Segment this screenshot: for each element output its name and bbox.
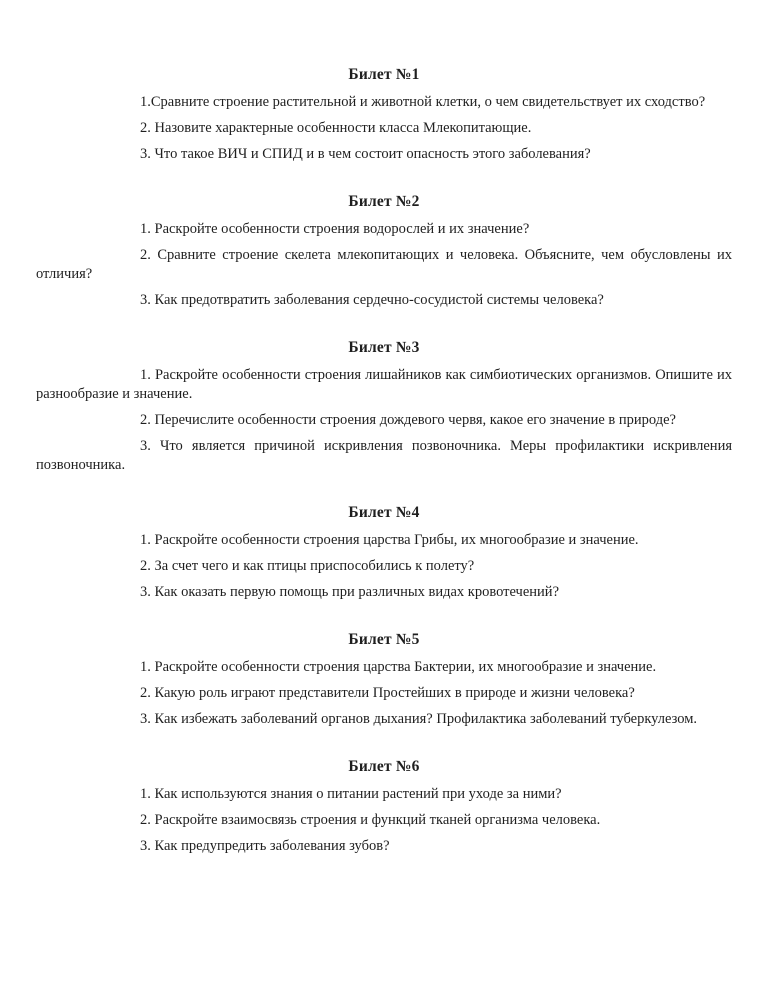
question-paragraph: 2. За счет чего и как птицы приспособились к полету? xyxy=(140,558,475,574)
question-paragraph: 3. Как предотвратить заболевания сердечно-сосудистой системы человека? xyxy=(140,292,604,308)
question-paragraph: 2. Раскройте взаимосвязь строения и функций тканей организма человека. xyxy=(140,812,601,828)
ticket-section-5 xyxy=(36,629,732,729)
question-paragraph: 3. Как избежать заболеваний органов дыхания? Профилактика заболеваний туберкулезом. xyxy=(140,711,698,727)
ticket-title: Билет №2 xyxy=(348,193,420,210)
question-paragraph: 1. Раскройте особенности строения царства Грибы, их многообразие и значение. xyxy=(140,532,639,548)
question-paragraph: 1. Как используются знания о питании растений при уходе за ними? xyxy=(140,786,562,802)
question-paragraph: 1. Раскройте особенности строения царства Бактерии, их многообразие и значение. xyxy=(140,659,657,675)
question-paragraph: 3. Как предупредить заболевания зубов? xyxy=(140,838,390,854)
ticket-title: Билет №1 xyxy=(348,66,420,83)
ticket-section-2 xyxy=(36,191,732,310)
ticket-section-1 xyxy=(36,64,732,164)
ticket-section-4 xyxy=(36,502,732,602)
question-paragraph: 3. Что является причиной искривления позвоночника. Меры профилактики искривления позвоночника. xyxy=(36,438,732,473)
question-paragraph: 2. Сравните строение скелета млекопитающих и человека. Объясните, чем обусловлены их отличия? xyxy=(36,247,732,282)
question-paragraph: 1. Раскройте особенности строения водорослей и их значение? xyxy=(140,221,530,237)
question-paragraph: 3. Как оказать первую помощь при различных видах кровотечений? xyxy=(140,584,559,600)
question-paragraph: 2. Какую роль играют представители Простейших в природе и жизни человека? xyxy=(140,685,635,701)
question-paragraph: 3. Что такое ВИЧ и СПИД и в чем состоит опасность этого заболевания? xyxy=(140,146,591,162)
ticket-section-6 xyxy=(36,756,732,856)
question-paragraph: 1.Сравните строение растительной и животной клетки, о чем свидетельствует их сходство? xyxy=(140,94,706,110)
ticket-title: Билет №5 xyxy=(348,631,420,648)
question-paragraph: 2. Перечислите особенности строения дождевого червя, какое его значение в природе? xyxy=(140,412,676,428)
ticket-title: Билет №6 xyxy=(348,758,420,775)
question-paragraph: 2. Назовите характерные особенности класса Млекопитающие. xyxy=(140,120,532,136)
question-paragraph: 1. Раскройте особенности строения лишайников как симбиотических организмов. Опишите их разнообразие и значение. xyxy=(36,367,732,402)
ticket-section-3 xyxy=(36,337,732,475)
ticket-title: Билет №3 xyxy=(348,339,420,356)
ticket-title: Билет №4 xyxy=(348,504,420,521)
